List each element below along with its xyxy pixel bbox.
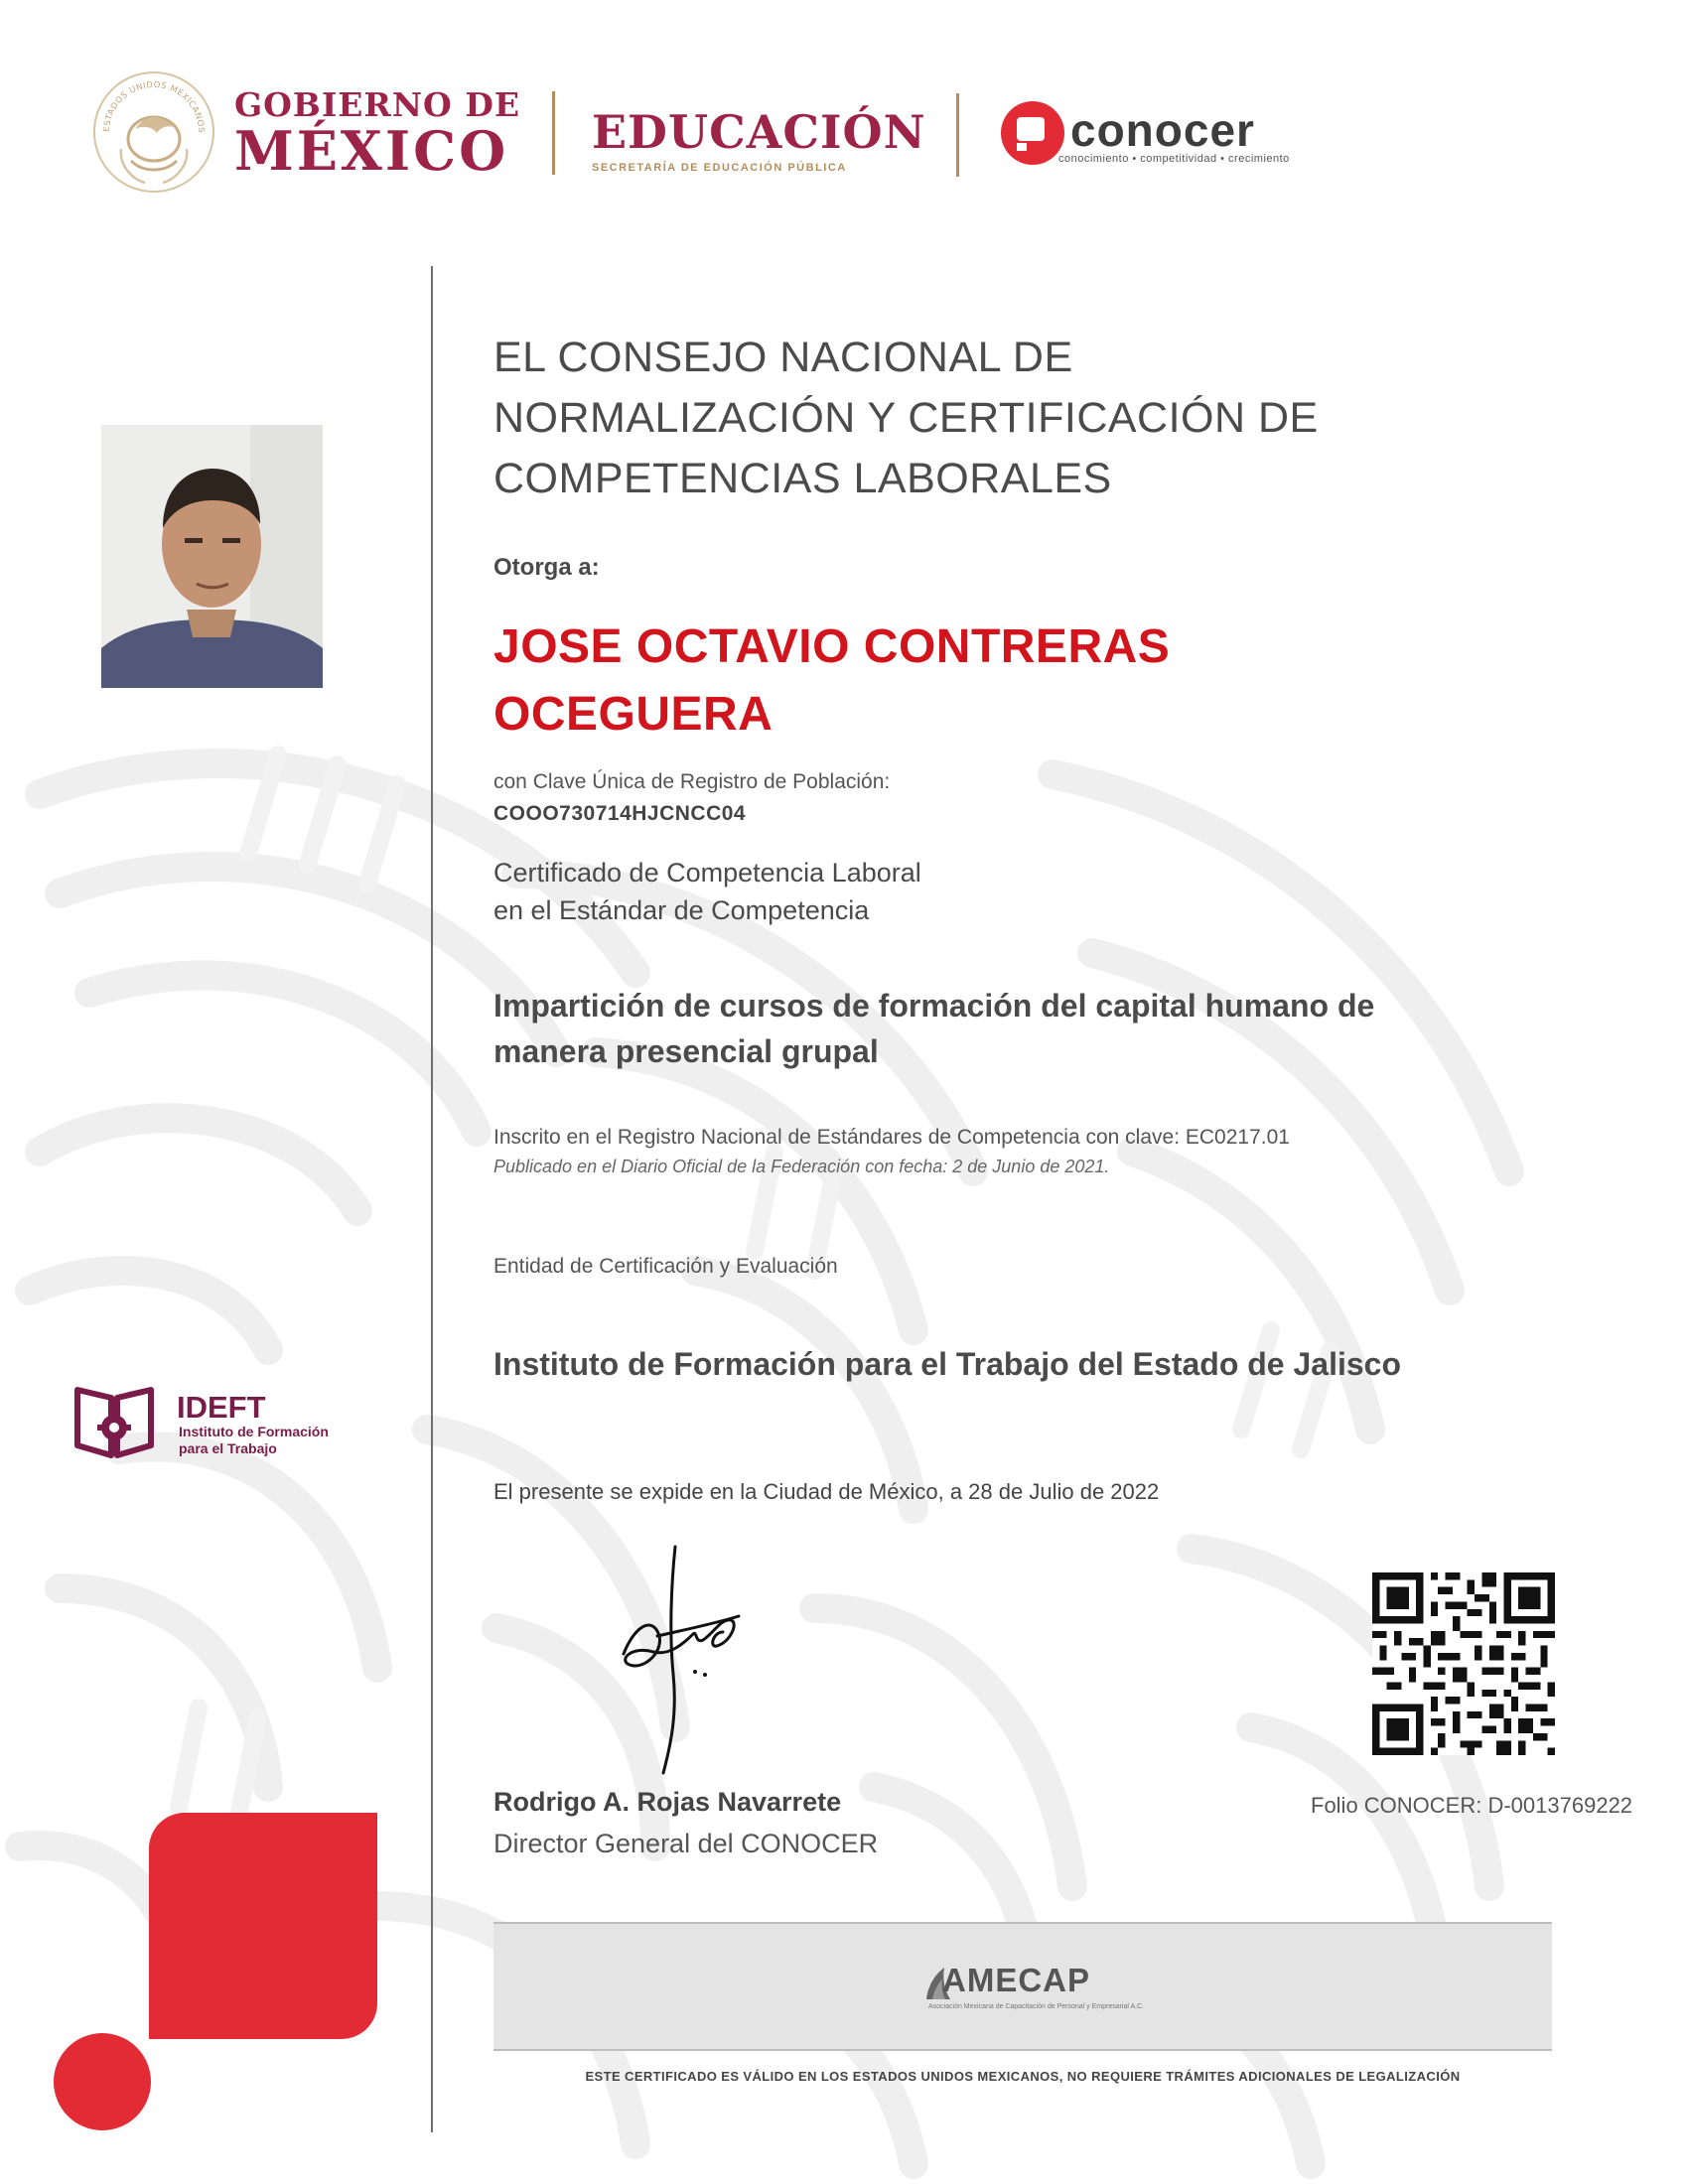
conocer-logo-icon — [999, 99, 1066, 167]
competency-standard-line: Impartición de cursos de formación del capital humano de — [493, 988, 1375, 1024]
certificate-type-line: Certificado de Competencia Laboral — [493, 858, 921, 887]
signer-name: Rodrigo A. Rojas Navarrete — [493, 1787, 842, 1817]
vertical-divider — [431, 266, 433, 2132]
header-logos — [0, 0, 1688, 258]
ideft-logo-icon — [73, 1384, 155, 1459]
header-separator — [552, 91, 555, 175]
educacion-subtitle: SECRETARÍA DE EDUCACIÓN PÚBLICA — [592, 162, 847, 174]
council-title-line: COMPETENCIAS LABORALES — [493, 455, 1112, 502]
conocer-tagline: conocimiento • competitividad • crecimiento — [1058, 153, 1290, 165]
certificate-type-line: en el Estándar de Competencia — [493, 895, 870, 925]
folio-number: Folio CONOCER: D-0013769222 — [1311, 1793, 1633, 1818]
recipient-name-line: OCEGUERA — [493, 688, 774, 741]
ideft-subtitle — [179, 1424, 329, 1457]
registry-line: Inscrito en el Registro Nacional de Estándares de Competencia con clave: EC0217.01 — [493, 1126, 1290, 1149]
red-decorative-circle — [54, 2033, 151, 2130]
header-separator — [956, 93, 959, 177]
publication-line: Publicado en el Diario Oficial de la Federación con fecha: 2 de Junio de 2021. — [493, 1157, 1110, 1176]
grants-label: Otorga a: — [493, 554, 600, 581]
recipient-name — [493, 614, 1586, 749]
conocer-wordmark: conocer — [1070, 104, 1255, 156]
educacion-title: EDUCACIÓN — [592, 105, 926, 159]
council-title-line: NORMALIZACIÓN Y CERTIFICACIÓN DE — [493, 394, 1319, 442]
issued-line: El presente se expide en la Ciudad de México, a 28 de Julio de 2022 — [493, 1479, 1160, 1504]
curp-value: COOO730714HJCNCC04 — [493, 802, 747, 825]
signature-icon — [614, 1545, 755, 1775]
competency-standard-line: manera presencial grupal — [493, 1033, 879, 1069]
amecap-subtitle: Asociación Mexicana de Capacitación de Personal y Empresarial A.C. — [928, 2003, 1145, 2010]
ideft-subtitle-line: Instituto de Formación — [179, 1424, 329, 1439]
amecap-wordmark: AMECAP — [942, 1962, 1091, 1998]
ideft-name: IDEFT — [177, 1390, 266, 1425]
gobierno-line1: GOBIERNO DE — [234, 85, 521, 124]
amecap-band — [493, 1922, 1552, 2051]
entity-label: Entidad de Certificación y Evaluación — [493, 1255, 838, 1278]
person-photo-icon — [101, 425, 323, 688]
red-decorative-shape — [149, 1813, 377, 2039]
recipient-name-line: JOSE OCTAVIO CONTRERAS — [493, 620, 1171, 673]
competency-standard — [493, 983, 1586, 1074]
gobierno-line2: MÉXICO — [234, 119, 509, 183]
ideft-subtitle-line: para el Trabajo — [179, 1440, 277, 1456]
curp-label: con Clave Única de Registro de Población: — [493, 770, 891, 793]
entity-name: Instituto de Formación para el Trabajo del Estado de Jalisco — [493, 1346, 1401, 1382]
council-title — [493, 328, 1486, 509]
signer-title: Director General del CONOCER — [493, 1829, 879, 1858]
seal-text: ESTADOS UNIDOS MEXICANOS — [101, 79, 207, 134]
validity-note: ESTE CERTIFICADO ES VÁLIDO EN LOS ESTADOS UNIDOS MEXICANOS, NO REQUIERE TRÁMITES ADICIONALES DE LEGALIZACIÓN — [585, 2069, 1461, 2084]
qr-code-icon — [1372, 1572, 1555, 1755]
mexico-seal-icon — [91, 69, 216, 195]
council-title-line: EL CONSEJO NACIONAL DE — [493, 334, 1073, 381]
